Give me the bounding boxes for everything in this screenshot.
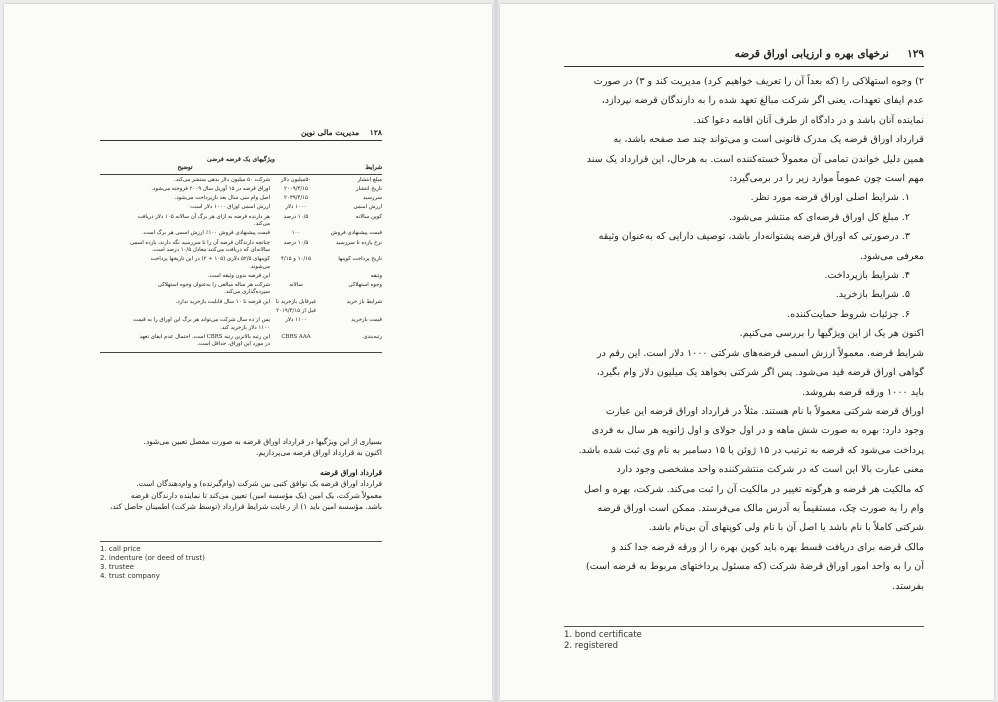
table-header bbox=[100, 165, 382, 174]
list-item: ۲. مبلغ کل اوراق قرضه‌ای که منتشر می‌شود. bbox=[728, 211, 910, 223]
table-cell-description bbox=[100, 273, 270, 280]
paragraph-line: وام را به صورت چک، مستقیماً به آدرس مالک می‌فرستد. ممکن است اوراق قرضه bbox=[597, 502, 924, 514]
table-row bbox=[100, 308, 382, 315]
paragraph-line: شرکتی کاملاً با نام باشد یا اصل آن با نام ولی کوپنهای آن بی‌نام باشد. bbox=[648, 522, 924, 534]
left-paragraph-line: معمولاً شرکت، یک امین (یک مؤسسه امین) تعیین می‌کند تا نماینده دارندگان قرضه bbox=[130, 490, 382, 500]
table-cell-value: سالانه bbox=[289, 282, 303, 289]
table-cell-value: CBRS AAA bbox=[281, 333, 311, 340]
paragraph-line: که مالکیت هر قرضه و هرگونه تغییر در مالکیت آن را ثبت می‌کند. شرکت، بهره و اصل bbox=[583, 483, 924, 495]
table-cell-value bbox=[270, 273, 322, 280]
description-line: این قرضه تا ۱۰ سال قابلیت بازخرید ندارد. bbox=[175, 298, 270, 305]
left-paragraph-line: بسیاری از این ویژگیها در قرارداد اوراق قرضه به صورت مفصل تعیین می‌شود. bbox=[143, 437, 382, 446]
column-header-term: شرایط bbox=[365, 165, 382, 172]
paragraph-line: مالک قرضه برای دریافت قسط بهره باید کوپن بهره را از ورقه قرضه جدا کند و bbox=[611, 541, 924, 553]
table-cell-description bbox=[100, 282, 270, 297]
table-cell-description bbox=[100, 177, 270, 184]
table-bottom-rule bbox=[100, 352, 382, 353]
paragraph-line: اوراق قرضه شرکتی معمولاً با نام هستند. مثلاً در قرارداد اوراق قرضه این عبارت bbox=[605, 405, 924, 417]
table-cell-description bbox=[100, 299, 270, 306]
table-cell-term: وثیقه bbox=[370, 272, 382, 279]
column-header-description: توضیح bbox=[177, 165, 193, 172]
paragraph-line: بفرستد. bbox=[892, 580, 924, 592]
left-paragraph-line: اکنون به قرارداد اوراق قرضه می‌پردازیم. bbox=[255, 448, 382, 458]
table-cell-value: قبل از ۲۰۱۹/۴/۱۵ bbox=[276, 308, 316, 315]
table-cell-term: کوپن سالانه bbox=[355, 213, 382, 220]
table-cell-description bbox=[100, 308, 270, 315]
list-item-continuation: معرفی می‌شود. bbox=[859, 250, 924, 262]
table-cell-term bbox=[322, 308, 382, 315]
description-line: می‌کند. bbox=[253, 221, 270, 228]
left-header-rule bbox=[100, 140, 382, 141]
table-cell-term: وجوه استهلاکی bbox=[348, 282, 382, 289]
table-cell-term: تاریخ انتشار bbox=[355, 185, 382, 192]
left-paragraph-line: قرارداد اوراق قرضه یک توافق کتبی بین شرکت (وام‌گیرنده) و وام‌دهندگان است. bbox=[136, 479, 382, 489]
paragraph-line: پرداخت می‌شود که قرضه به ترتیب در ۱۵ ژوئن یا ۱۵ دسامبر به نام وی ثبت شده باشد. bbox=[578, 444, 924, 456]
column-header-value bbox=[270, 165, 322, 172]
table-cell-term: مبلغ انتشار bbox=[357, 176, 382, 183]
table-cell-term: رتبه‌بندی bbox=[363, 333, 382, 340]
table-cell-description bbox=[100, 317, 270, 332]
table-cell-value: ۱۰/۱۵ و ۴/۱۵ bbox=[281, 256, 311, 263]
description-line: هر دارنده قرضه به ازای هر برگ آن سالانه ۱۰۵ دلار دریافت bbox=[137, 213, 270, 220]
footnote: 2. indenture (or deed of trust) bbox=[100, 554, 205, 562]
table-cell-description bbox=[100, 256, 270, 271]
description-line: قیمت پیشنهادی فروش ۱۰۰٪ ارزش اسمی هر برگ است. bbox=[141, 230, 270, 237]
paragraph-line: اکنون هر یک از این ویژگیها را بررسی می‌کنیم. bbox=[739, 328, 924, 340]
table-cell-term: قیمت پیشنهادی فروش bbox=[330, 230, 382, 237]
list-item: ۴. شرایط بازپرداخت. bbox=[824, 270, 910, 282]
book-gutter bbox=[494, 0, 498, 702]
left-page-number: ۱۲۸ bbox=[369, 128, 382, 137]
paragraph-line: آن را به واحد امور اوراق قرضهٔ شرکت (که مسئول پرداختهای مربوط به قرضه است) bbox=[585, 561, 924, 573]
description-line: سالانه‌ای که دریافت می‌کنند معادل ۱۰/۵ درصد است. bbox=[151, 246, 270, 253]
table-cell-value: غیرقابل بازخرید تا bbox=[275, 298, 317, 305]
right-footnotes bbox=[564, 630, 764, 652]
table-cell-term: نرخ بازده تا سررسید bbox=[335, 239, 382, 246]
right-page-number: ۱۲۹ bbox=[907, 48, 924, 60]
description-line: پس از ده سال شرکت می‌تواند هر برگ این اوراق را به قیمت bbox=[133, 317, 270, 324]
table-cell-description bbox=[100, 230, 270, 237]
right-page bbox=[500, 4, 994, 700]
left-paragraph-line: باشد. مؤسسه امین باید ۱) از رعایت شرایط قرارداد (توسط شرکت) اطمینان حاصل کند، bbox=[109, 502, 382, 512]
table-cell-value: ۲۰۳۹/۴/۱۵ bbox=[284, 195, 308, 202]
list-item: ۱. شرایط اصلی اوراق قرضه مورد نظر. bbox=[750, 192, 910, 204]
table-cell-value: ۱۰/۵ درصد bbox=[283, 213, 309, 220]
table-cell-description bbox=[100, 195, 270, 202]
description-line: می‌شوند. bbox=[249, 263, 270, 270]
table-body bbox=[100, 177, 382, 349]
description-line: این قرضه بدون وثیقه است. bbox=[207, 272, 270, 279]
paragraph-line: عدم ایفای تعهدات، یعنی اگر شرکت مبالغ تعهد شده را به دارندگان قرضه نپردازد، bbox=[601, 95, 924, 107]
right-running-title: نرخهای بهره و ارزیابی اوراق قرضه bbox=[734, 48, 889, 60]
table-row bbox=[100, 186, 382, 193]
paragraph-line: نماینده آنان باشد و در دادگاه از طرف آنان اقامه دعوا کند. bbox=[693, 114, 924, 126]
description-line: ۱۱۰۰ دلار بازخرید کند. bbox=[220, 324, 270, 331]
paragraph-line: ۲) وجوه استهلاکی را (که بعداً آن را تعریف خواهیم کرد) مدیریت کند و ۳) در صورت bbox=[593, 76, 924, 87]
table-cell-description bbox=[100, 214, 270, 229]
description-line: ارزش اسمی اوراق ۱۰۰۰ دلار است. bbox=[189, 204, 270, 211]
left-page-header bbox=[250, 128, 382, 137]
footnote: 3. trustee bbox=[100, 563, 134, 571]
right-header-rule bbox=[564, 66, 924, 67]
table-row bbox=[100, 240, 382, 255]
table-cell-term: قیمت بازخرید bbox=[351, 317, 382, 324]
table-cell-description bbox=[100, 334, 270, 349]
table-cell-term: شرایط باز خرید bbox=[346, 298, 382, 305]
list-item: ۶. جزئیات شروط حمایت‌کننده. bbox=[787, 308, 910, 320]
paragraph-line: قرارداد اوراق قرضه یک مدرک قانونی است و می‌تواند چند صد صفحه باشد، به bbox=[613, 134, 924, 146]
table-cell-description bbox=[100, 186, 270, 193]
description-line: سپرده‌گذاری می‌کند. bbox=[224, 289, 270, 296]
table-cell-value: ۱۱۰۰ دلار bbox=[285, 317, 307, 324]
left-footnote-rule bbox=[100, 541, 382, 542]
right-footnote-rule bbox=[564, 626, 924, 627]
table-cell-value: ۵۰میلیون دلار bbox=[280, 176, 312, 183]
footnote: 1. call price bbox=[100, 545, 141, 553]
description-line: شرکت هر ساله مبالغی را به‌عنوان وجوه استهلاکی bbox=[157, 282, 270, 289]
paragraph-line: گواهی اوراق قرضه قید می‌شود. پس اگر شرکتی بخواهد یک میلیون دلار وام بگیرد، bbox=[596, 367, 924, 379]
table-cell-description bbox=[100, 204, 270, 211]
table-row bbox=[100, 273, 382, 280]
description-line: اوراق قرضه در ۱۵ آوریل سال ۲۰۰۹ فروخته می‌شود. bbox=[151, 185, 270, 192]
table-row bbox=[100, 177, 382, 184]
table-row bbox=[100, 299, 382, 306]
table-cell-description bbox=[100, 240, 270, 255]
left-running-title: مدیریت مالی نوین bbox=[301, 128, 360, 137]
table-row bbox=[100, 230, 382, 237]
section-heading-indenture: قرارداد اوراق قرضه bbox=[320, 467, 382, 477]
description-line: کوپنهای ۵۲/۵ دلاری (۱۰۵ ÷ ۲) در این تاریخها پرداخت bbox=[150, 256, 270, 263]
footnote: 1. bond certificate bbox=[564, 630, 642, 640]
paragraph-line: باید ۱۰۰۰ ورقه قرضه بفروشد. bbox=[802, 386, 924, 398]
paragraph-line: وجود دارد: بهره به صورت شش ماهه و در اول جولای و اول ژانویه هر سال به فردی bbox=[591, 425, 924, 437]
paragraph-line: معنی عبارت بالا این است که در شرکت منتشرکننده واحد مشخصی وجود دارد bbox=[616, 464, 924, 476]
footnote: 4. trust company bbox=[100, 572, 160, 580]
description-line: این رتبه بالاترین رتبه CBRS است. احتمال عدم ایفای تعهد bbox=[139, 333, 270, 340]
table-title: ویژگیهای یک قرضه فرضی bbox=[207, 156, 275, 163]
paragraph-line: همین دلیل خواندن تمامی آن معمولاً خسته‌کننده است. به هرحال، این قرارداد یک سند bbox=[586, 153, 924, 165]
footnote: 2. registered bbox=[564, 641, 619, 651]
table-cell-value: ۲۰۰۹/۴/۱۵ bbox=[284, 185, 308, 192]
description-line: شرکت ۵۰ میلیون دلار بدهی منتشر می‌کند. bbox=[174, 176, 270, 183]
list-item: ۵. شرایط بازخرید. bbox=[835, 289, 910, 301]
left-text-block bbox=[100, 436, 382, 512]
table-row bbox=[100, 214, 382, 229]
table-row bbox=[100, 334, 382, 349]
list-item: ۳. درصورتی که اوراق قرضه پشتوانه‌دار باشد، توصیف دارایی که به‌عنوان وثیقه bbox=[598, 231, 910, 243]
table-cell-value: ۱۰/۵ درصد bbox=[283, 239, 309, 246]
right-page-header bbox=[564, 48, 924, 60]
paragraph-line: شرایط قرضه. معمولاً ارزش اسمی قرضه‌های شرکتی ۱۰۰۰ دلار است. این رقم در bbox=[597, 347, 924, 359]
left-footnotes bbox=[100, 545, 300, 581]
table-cell-term: تاریخ پرداخت کوپنها bbox=[338, 256, 382, 263]
paragraph-line: مهم است چون عموماً موارد زیر را در برمی‌گیرد: bbox=[729, 173, 924, 185]
table-row bbox=[100, 204, 382, 211]
table-cell-term: ارزش اسمی bbox=[353, 204, 382, 211]
table-cell-value: ۱۰۰ bbox=[291, 230, 301, 237]
description-line: اصل وام سی سال بعد بازپرداخت می‌شود. bbox=[174, 195, 270, 202]
right-text-block bbox=[564, 72, 924, 596]
description-line: چنانچه دارندگان قرضه آن را تا سررسید نگه دارند، بازده اسمی bbox=[130, 239, 270, 246]
table-row bbox=[100, 282, 382, 297]
table-cell-value: ۱۰۰۰ دلار bbox=[285, 204, 307, 211]
table-row bbox=[100, 317, 382, 332]
bond-specs-table bbox=[100, 156, 382, 353]
table-cell-term: سررسید bbox=[362, 195, 382, 202]
description-line: در مورد این اوراق، حداقل است. bbox=[197, 341, 270, 348]
left-page bbox=[4, 4, 492, 700]
table-row bbox=[100, 256, 382, 271]
table-row bbox=[100, 195, 382, 202]
